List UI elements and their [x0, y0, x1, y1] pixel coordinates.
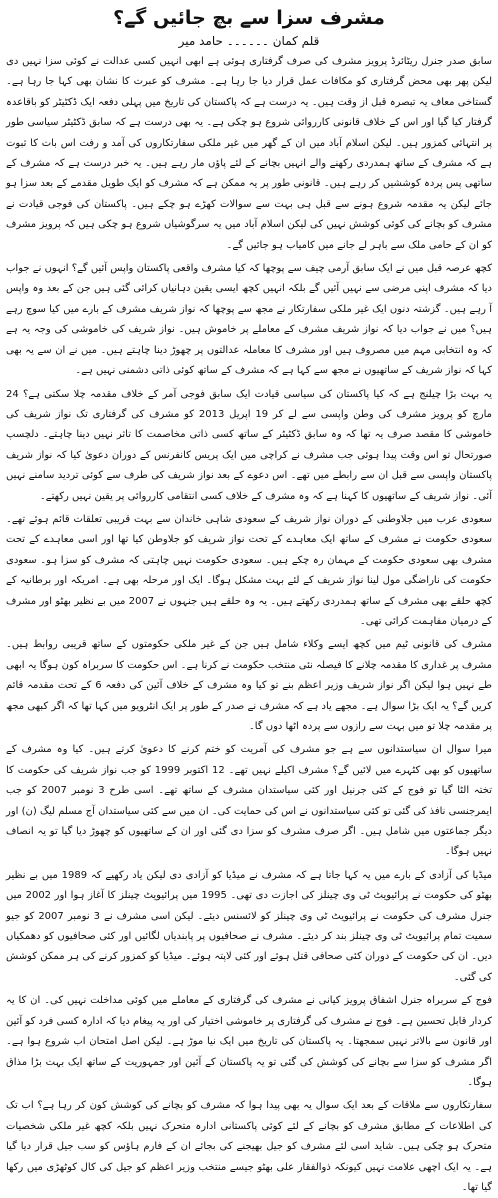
article-paragraph: میرا سوال ان سیاستدانوں سے ہے جو مشرف کی آمریت کو ختم کرنے کا دعویٰ کرتے ہیں۔ کیا وہ مشرف کے ساتھیوں کو بھی کٹہرے میں لائیں گے؟ مشرف اکیلے نہیں تھے۔ 12 اکتوبر 1999 کو جب نواز شریف کی حکومت کا تختہ الٹا گیا تو فوج کے کئی جرنیل اور کئی سیاستدان مشرف کے ساتھ تھے۔ اسی طرح 3 نومبر 2007 کو جب ایمرجنسی نافذ کی گئی تو کئی سیاستدانوں نے اس کی حمایت کی۔ ان میں سے کئی سیاستدان آج مسلم لیگ (ن) اور دیگر جماعتوں میں شامل ہیں۔ اگر صرف مشرف کو سزا دی گئی اور ان کے ساتھیوں کو چھوڑ دیا گیا تو یہ انصاف نہیں ہوگا۔: [6, 744, 492, 858]
article-paragraph: سفارتکاروں سے ملاقات کے بعد ایک سوال یہ بھی پیدا ہوا کہ مشرف کو بچانے کی کوشش کون کر رہا ہے؟ اب تک کی اطلاعات کے مطابق مشرف کو بچانے کے لئے کوئی پاکستانی ادارہ متحرک نہیں بلکہ کچھ غیر ملکی شخصیات متحرک ہو چکی ہیں۔ شاید اسی لئے مشرف کو جیل بھیجنے کی بجائے ان کے فارم ہاؤس کو سب جیل قرار دیا گیا ہے۔ یہ ایک اچھی علامت نہیں کیونکہ ذوالفقار علی بھٹو جیسے منتخب وزیر اعظم کو جیل کی کال کوٹھڑی میں رکھا گیا تھا۔: [6, 1100, 492, 1193]
article-paragraph: میڈیا کی آزادی کے بارے میں یہ کہا جاتا ہے کہ مشرف نے میڈیا کو آزادی دی لیکن یاد رکھیے کہ 1989 میں بے نظیر بھٹو کی حکومت نے پرائیویٹ ٹی وی چینلز کی اجازت دی تھی۔ 1995 میں پرائیویٹ چینلز کا آغاز ہوا اور 2002 میں جنرل مشرف کی حکومت نے پرائیویٹ ٹی وی چینلز کو لائسنس دیئے۔ لیکن اسی مشرف نے 3 نومبر 2007 کو جیو سمیت تمام پرائیویٹ ٹی وی چینلز بند کر دیئے۔ مشرف نے صحافیوں پر پابندیاں لگائیں اور کئی صحافیوں کو دھمکیاں دیں۔ ان کی حکومت کے دوران کئی صحافی قتل ہوئے اور کئی لاپتہ ہوئے۔ میڈیا کو کمزور کرنے کی ہر ممکن کوشش کی گئی۔: [6, 869, 493, 983]
article-paragraph: سابق صدر جنرل ریٹائرڈ پرویز مشرف کی صرف گرفتاری ہوئی ہے ابھی انہیں کسی عدالت نے کوئی سزا نہیں دی لیکن پھر بھی محض گرفتاری کو مکافات عمل قرار دیا جا رہا ہے۔ مشرف کو عبرت کا نشان بھی کہا جا رہا ہے۔ گستاخی معاف یہ تبصرہ قبل از وقت ہیں۔ یہ درست ہے کہ پاکستان کی تاریخ میں پہلی دفعہ ایک ڈکٹیٹر کو باقاعدہ گرفتار کیا گیا اور اس کے خلاف قانونی کارروائی شروع ہو چکی ہے۔ یہ بھی درست ہے کہ سابق ڈکٹیٹر سیاسی طور پر انتہائی کمزور ہیں۔ لیکن اسلام آباد میں ان کے گھر میں غیر ملکی سفارتکاروں کی آمد و رفت اس بات کا ثبوت ہے کہ مشرف کے ساتھ ہمدردی رکھنے والے انہیں بچانے کے لئے پاؤں مار رہے ہیں۔ یہ خبر درست ہے کہ مشرف کے ساتھی پس پردہ کوششیں کر رہے ہیں۔ قانونی طور پر یہ ممکن ہے کہ مشرف کو ایک طویل مقدمے کے بعد سزا ہو جائے لیکن یہ مقدمہ شروع ہونے سے قبل ہی بہت سے سوالات کھڑے ہو چکے ہیں۔ پاکستان کی فوجی قیادت نے مشرف کو بچانے کی کوئی کوشش نہیں کی لیکن اسلام آباد میں یہ سرگوشیاں شروع ہو چکی ہیں کہ پرویز مشرف کو ان کے حامی ملک سے باہر لے جانے میں کامیاب ہو جائیں گے۔: [6, 56, 492, 251]
article-title: مشرف سزا سے بچ جائیں گے؟: [113, 7, 385, 29]
article-byline: قلم کمان ۔۔۔۔۔۔ حامد میر: [178, 34, 320, 48]
article-paragraph: فوج کے سربراہ جنرل اشفاق پرویز کیانی نے مشرف کی گرفتاری کے معاملے میں کوئی مداخلت نہیں کی۔ ان کا یہ کردار قابل تحسین ہے۔ فوج نے مشرف کی گرفتاری پر خاموشی اختیار کی اور یہ پیغام دیا کہ ادارہ کسی فرد کو آئین اور قانون سے بالاتر نہیں سمجھتا۔ یہ پاکستان کی تاریخ میں ایک نیا موڑ ہے۔ لیکن اصل امتحان اب شروع ہوا ہے۔ اگر مشرف کو سزا سے بچانے کی کوشش کی گئی تو یہ پاکستان کے آئین اور جمہوریت کے ساتھ ایک بہت بڑا مذاق ہوگا۔: [6, 995, 492, 1088]
article-paragraph: مشرف کی قانونی ٹیم میں کچھ ایسے وکلاء شامل ہیں جن کے غیر ملکی حکومتوں کے ساتھ قریبی روابط ہیں۔ مشرف پر غداری کا مقدمہ چلانے کا فیصلہ نئی منتخب حکومت نے کرنا ہے۔ اس حکومت کا سربراہ کون ہوگا یہ ابھی طے نہیں ہوا لیکن اگر نواز شریف وزیر اعظم بنے تو کیا وہ مشرف کے خلاف آئین کی دفعہ 6 کے تحت مقدمہ قائم کریں گے؟ یہ ایک بڑا سوال ہے۔ مجھے یاد ہے کہ مشرف نے صدر کے طور پر ایک انٹرویو میں کہا تھا کہ اگر کبھی مجھ پر مقدمہ چلا تو میں بہت سے رازوں سے پردہ اٹھا دوں گا۔: [6, 639, 492, 732]
article-paragraph: کچھ عرصہ قبل میں نے ایک سابق آرمی چیف سے پوچھا کہ کیا مشرف واقعی پاکستان واپس آئیں گے؟ انہوں نے جواب دیا کہ مشرف اپنی مرضی سے نہیں آئیں گے بلکہ انہیں کچھ ایسی یقین دہانیاں کرائی گئی ہیں جن کے بعد وہ واپس آ رہے ہیں۔ گزشتہ دنوں ایک غیر ملکی سفارتکار نے مجھ سے پوچھا کہ نواز شریف مشرف کے بارے میں کیا سوچ رہے ہیں؟ میں نے جواب دیا کہ نواز شریف مشرف کے معاملے پر خاموش ہیں۔ نواز شریف کی خاموشی کی وجہ یہ ہے کہ وہ انتخابی مہم میں مصروف ہیں اور مشرف کا معاملہ عدالتوں پر چھوڑ دینا چاہتے ہیں۔ میں نے ان سے یہ بھی کہا کہ نواز شریف کے ساتھیوں نے مجھ سے کہا ہے کہ مشرف کے ساتھ کوئی ذاتی دشمنی نہیں ہے۔: [6, 263, 492, 377]
article-paragraph: سعودی عرب میں جلاوطنی کے دوران نواز شریف کے سعودی شاہی خاندان سے بہت قریبی تعلقات قائم ہوئے تھے۔ سعودی حکومت نے مشرف کے ساتھ ایک معاہدے کے تحت نواز شریف کو جلاوطن کیا تھا اور اسی معاہدے کے تحت مشرف بھی سعودی حکومت کے مہمان رہ چکے ہیں۔ سعودی حکومت نہیں چاہتی کہ مشرف کو سزا ہو۔ سعودی حکومت کی ناراضگی مول لینا نواز شریف کے لئے بہت مشکل ہوگا۔ ایک اور مرحلہ بھی ہے۔ امریکہ اور برطانیہ کے کچھ حلقے بھی مشرف کے ساتھ ہمدردی رکھتے ہیں۔ یہ وہ حلقے ہیں جنہوں نے 2007 میں بے نظیر بھٹو اور مشرف کے درمیان مفاہمت کرائی تھی۔: [6, 513, 492, 627]
article-body: [6, 52, 492, 1198]
article-paragraph: یہ بہت بڑا چیلنج ہے کہ کیا پاکستان کی سیاسی قیادت ایک سابق فوجی آمر کے خلاف مقدمہ چلا سکتی ہے؟ 24 مارچ کو پرویز مشرف کی وطن واپسی سے لے کر 19 اپریل 2013 کو مشرف کی گرفتاری تک نواز شریف کی خاموشی کا مقصد صرف یہ تھا کہ وہ سابق ڈکٹیٹر کے ساتھ کسی ذاتی مخاصمت کا تاثر نہیں دینا چاہتے۔ دلچسپ صورتحال تو اس وقت پیدا ہوئی جب مشرف نے کراچی میں ایک پریس کانفرنس کے دوران دعویٰ کیا کہ نواز شریف پاکستان واپسی سے قبل ان سے رابطے میں تھے۔ اس دعوے کے بعد نواز شریف کی طرف سے کوئی تردید سامنے نہیں آئی۔ نواز شریف کے ساتھیوں کا کہنا ہے کہ وہ مشرف کے خلاف کسی انتقامی کارروائی پر یقین نہیں رکھتے۔: [6, 388, 493, 502]
